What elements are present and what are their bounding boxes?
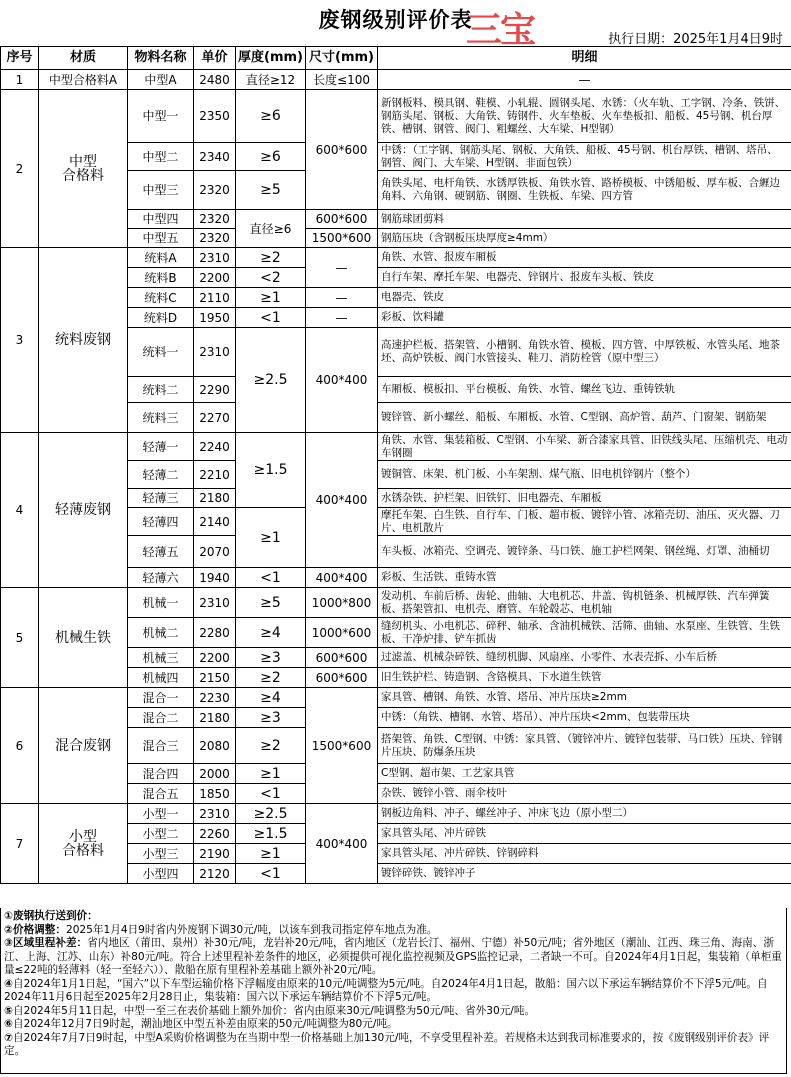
price-cell: 1950: [194, 308, 236, 328]
detail-cell: 电器壳、铁皮: [378, 288, 791, 308]
price-cell: 2210: [194, 461, 236, 489]
thickness-cell: ≥1: [236, 764, 306, 784]
detail-cell: 过滤盖、机械杂碎铁、缝纫机脚、风扇座、小零件、水表壳拆、小车后桥: [378, 648, 791, 668]
note-item: [4, 1005, 783, 1019]
note-lead: ③区域里程补差：: [4, 937, 88, 949]
note-item: [4, 924, 783, 938]
size-cell: 600*600: [306, 90, 378, 210]
note-text: 自2024年12月7日9时起，潮汕地区中型五补差由原来的50元/吨调整为80元/吨。: [12, 1018, 398, 1030]
item-name: 混合三: [128, 728, 194, 764]
size-cell: 400*400: [306, 328, 378, 433]
note-lead: ⑦: [4, 1031, 13, 1044]
price-cell: 2310: [194, 804, 236, 824]
table-row: [1, 433, 791, 461]
item-name: 轻薄二: [128, 461, 194, 489]
detail-cell: 镀锌管、新小螺丝、船板、车厢板、水管、C型钢、高炉管、葫芦、门窗架、钢筋架: [378, 403, 791, 433]
item-name: 机械二: [128, 618, 194, 648]
detail-cell: 家具管、槽钢、角铁、水管、塔吊、冲片压块≥2mm: [378, 688, 791, 708]
material-cell: 轻薄废钢: [39, 433, 128, 588]
thickness-cell: ≥1: [236, 288, 306, 308]
note-lead: ④: [4, 977, 13, 990]
size-cell: 400*400: [306, 568, 378, 588]
detail-cell: 摩托车架、白生铁、自行车、门板、超市板、镀锌小管、冰箱壳切、油压、灭火器、刀片、电机散片: [378, 508, 791, 536]
item-name: 小型四: [128, 864, 194, 884]
note-item: [4, 1032, 783, 1059]
price-cell: 1940: [194, 568, 236, 588]
price-cell: 2120: [194, 864, 236, 884]
thickness-cell: ≥1: [236, 844, 306, 864]
material-cell: 混合废钢: [39, 688, 128, 804]
item-name: 统料C: [128, 288, 194, 308]
detail-cell: 中锈：（工字钢、钢筋头尾、钢板、大角铁、船板、45号钢、机台厚铁、槽钢、塔吊、钢管、阀门、大车梁、H型钢、非面包铁）: [378, 143, 791, 171]
col-material-header: 材质: [39, 47, 128, 70]
item-name: 机械三: [128, 648, 194, 668]
price-cell: 2140: [194, 508, 236, 536]
size-cell: —: [306, 288, 378, 308]
note-text: 自2024年5月11日起，中型一至三在表价基础上额外加价：省内由原来30元/吨调整为50元/吨、省外30元/吨。: [12, 1004, 536, 1017]
material-cell: 中型合格料A: [39, 70, 128, 90]
price-cell: 2310: [194, 588, 236, 618]
detail-cell: 镀铜管、床架、机门板、小车架割、煤气瓶、旧电机锌钢片（整个）: [378, 461, 791, 489]
detail-cell: 车头板、冰箱壳、空调壳、镀锌条、马口铁、施工护栏网架、钢丝绳、灯罩、油桶切: [378, 536, 791, 568]
thickness-cell: ≥2: [236, 248, 306, 268]
table-row: [1, 588, 791, 618]
item-name: 小型二: [128, 824, 194, 844]
item-name: 中型一: [128, 90, 194, 143]
detail-cell: 车厢板、模板扣、平台模板、角铁、水管、螺丝飞边、重铸铁轨: [378, 377, 791, 403]
thickness-cell: ≥1.5: [236, 433, 306, 508]
note-item: [4, 937, 783, 978]
item-name: 混合一: [128, 688, 194, 708]
sheet-title: 废钢级别评价表: [318, 8, 473, 32]
price-cell: 1850: [194, 784, 236, 804]
item-name: 混合四: [128, 764, 194, 784]
table-row: [1, 248, 791, 268]
size-cell: 1000*600: [306, 618, 378, 648]
item-name: 中型四: [128, 210, 194, 229]
note-item: [4, 1018, 783, 1032]
detail-cell: 家具管头尾、冲片碎铁、锌钢碎料: [378, 844, 791, 864]
item-name: 轻薄五: [128, 536, 194, 568]
price-cell: 2230: [194, 688, 236, 708]
item-name: 统料一: [128, 328, 194, 377]
item-name: 统料A: [128, 248, 194, 268]
notes-section: [0, 908, 787, 1074]
thickness-cell: ≥4: [236, 618, 306, 648]
price-cell: 2340: [194, 143, 236, 171]
material-cell: 小型 合格料: [39, 804, 128, 884]
size-cell: 600*600: [306, 210, 378, 229]
material-cell: 机械生铁: [39, 588, 128, 688]
note-item: [4, 978, 783, 1005]
price-cell: 2270: [194, 403, 236, 433]
price-cell: 2180: [194, 708, 236, 728]
item-name: 轻薄一: [128, 433, 194, 461]
detail-cell: 杂铁、镀锌小管、雨伞枝叶: [378, 784, 791, 804]
thickness-cell: ≥5: [236, 588, 306, 618]
detail-cell: 角铁、水管、报废车厢板: [378, 248, 791, 268]
note-lead: ②价格调整：: [4, 923, 66, 936]
detail-cell: 水锈杂铁、护栏架、旧铁钉、旧电器壳、车厢板: [378, 489, 791, 508]
detail-cell: 搭架管、角铁、C型钢、中锈：家具管、（镀锌冲片、镀锌包装带、马口铁）压块、锌钢片压块、防爆条压块: [378, 728, 791, 764]
price-cell: 2280: [194, 618, 236, 648]
thickness-cell: ≥2: [236, 668, 306, 688]
thickness-cell: ≥6: [236, 143, 306, 171]
row-number: 1: [1, 70, 39, 90]
thickness-cell: ≥2.5: [236, 328, 306, 433]
note-item: [4, 910, 783, 924]
price-cell: 2070: [194, 536, 236, 568]
row-number: 3: [1, 248, 39, 433]
detail-cell: 家具管头尾、冲片碎铁: [378, 824, 791, 844]
thickness-cell: <1: [236, 784, 306, 804]
execution-date: 执行日期：2025年1月4日9时: [608, 32, 783, 47]
price-cell: 2320: [194, 210, 236, 229]
price-cell: 2350: [194, 90, 236, 143]
price-cell: 2290: [194, 377, 236, 403]
table-row: [1, 70, 791, 90]
detail-cell: 钢筋压块（含钢板压块厚度≥4mm）: [378, 229, 791, 248]
item-name: 混合二: [128, 708, 194, 728]
item-name: 机械一: [128, 588, 194, 618]
item-name: 统料D: [128, 308, 194, 328]
price-cell: 2180: [194, 489, 236, 508]
detail-cell: 镀锌碎铁、镀锌冲子: [378, 864, 791, 884]
price-cell: 2310: [194, 248, 236, 268]
table-row: [1, 90, 791, 143]
note-lead: ⑥: [4, 1018, 13, 1030]
detail-cell: 发动机、车前后桥、齿轮、曲轴、大电机芯、井盖、钩机链条、机械厚铁、汽车弹簧板、搭架管扣、电机壳、磨管、车轮毂芯、电机轴: [378, 588, 791, 618]
price-cell: 2110: [194, 288, 236, 308]
size-cell: 长度≤100: [306, 70, 378, 90]
item-name: 小型三: [128, 844, 194, 864]
detail-cell: 彩板、生活铁、重铸水管: [378, 568, 791, 588]
row-number: 7: [1, 804, 39, 884]
size-cell: 600*600: [306, 668, 378, 688]
grade-table: [0, 46, 791, 884]
detail-cell: 自行车架、摩托车架、电器壳、锌钢片、报废车头板、铁皮: [378, 268, 791, 288]
price-cell: 2260: [194, 824, 236, 844]
row-number: 2: [1, 90, 39, 248]
material-cell: 统料废钢: [39, 248, 128, 433]
item-name: 轻薄六: [128, 568, 194, 588]
item-name: 混合五: [128, 784, 194, 804]
thickness-cell: <1: [236, 308, 306, 328]
price-cell: 2200: [194, 268, 236, 288]
thickness-cell: ≥6: [236, 90, 306, 143]
row-number: 6: [1, 688, 39, 804]
price-cell: 2480: [194, 70, 236, 90]
price-cell: 2200: [194, 648, 236, 668]
price-cell: 2000: [194, 764, 236, 784]
detail-cell: 中锈：（角铁、槽钢、水管、塔吊）、冲片压块<2mm、包装带压块: [378, 708, 791, 728]
item-name: 机械四: [128, 668, 194, 688]
thickness-cell: <1: [236, 568, 306, 588]
material-cell: 中型 合格料: [39, 90, 128, 248]
thickness-cell: ≥2.5: [236, 804, 306, 824]
thickness-cell: 直径≥12: [236, 70, 306, 90]
price-cell: 2190: [194, 844, 236, 864]
size-cell: 400*400: [306, 804, 378, 884]
brand-logo: 三宝: [466, 10, 535, 51]
item-name: 统料二: [128, 377, 194, 403]
col-size-header: 尺寸(mm): [306, 47, 378, 70]
col-no-header: 序号: [1, 47, 39, 70]
note-text: 省内地区（莆田、泉州）补30元/吨，龙岩补20元/吨，省内地区（龙岩长汀、福州、宁德）补50元/吨；省外地区（潮汕、江西、珠三角、海南、浙江、上海、江苏、山东）补80元/吨。符合上述里程补差条件的地区，必须提供可视化监控视频及GPS监控记录，二者缺一不可。自2024年4月1日起，集装箱（单柜重量≤22吨的轻薄料（轻一至轻六））、散船在原有里程补差基础上额外补20元/吨。: [4, 937, 782, 976]
thickness-cell: ≥3: [236, 708, 306, 728]
price-cell: 2240: [194, 433, 236, 461]
size-cell: 400*400: [306, 433, 378, 568]
size-cell: 1000*800: [306, 588, 378, 618]
price-cell: 2310: [194, 328, 236, 377]
note-lead: ①废钢执行送到价：: [4, 910, 98, 922]
item-name: 轻薄四: [128, 508, 194, 536]
item-name: 中型二: [128, 143, 194, 171]
detail-cell: 角铁、水管、集装箱板、C型钢、小车梁、新合漆家具管、旧铁线头尾、压缩机壳、电动车钢圈: [378, 433, 791, 461]
note-lead: ⑤: [4, 1004, 13, 1017]
thickness-cell: 直径≥6: [236, 210, 306, 248]
col-price-header: 单价: [194, 47, 236, 70]
item-name: 统料B: [128, 268, 194, 288]
item-name: 中型三: [128, 171, 194, 210]
detail-cell: 旧生铁护栏、铸造钢、含铬模具、下水道生铁管: [378, 668, 791, 688]
detail-cell: 钢筋球团剪料: [378, 210, 791, 229]
size-cell: 600*600: [306, 648, 378, 668]
row-number: 4: [1, 433, 39, 588]
row-number: 5: [1, 588, 39, 688]
sheet-header: [0, 0, 791, 51]
table-row: [1, 688, 791, 708]
thickness-cell: <2: [236, 268, 306, 288]
thickness-cell: ≥5: [236, 171, 306, 210]
price-cell: 2080: [194, 728, 236, 764]
item-name: 中型A: [128, 70, 194, 90]
size-cell: 1500*600: [306, 229, 378, 248]
size-cell: 1500*600: [306, 688, 378, 804]
detail-cell: 新钢板料、模具钢、鞋模、小轧辊、圆钢头尾、水锈：（火车轨、工字钢、冷条、铁饼、钢筋头尾、钢板、大角铁、铸钢件、火车垫板、火车垫板扣、船板、45号钢、机台厚铁、槽钢、钢管、阀门、粗螺丝、大车梁、H型钢）: [378, 90, 791, 143]
table-row: [1, 804, 791, 824]
thickness-cell: <1: [236, 864, 306, 884]
size-cell: —: [306, 248, 378, 288]
price-cell: 2320: [194, 229, 236, 248]
note-text: 2025年1月4日9时省内外废钢下调30元/吨，以该车到我司指定停车地点为准。: [65, 923, 438, 936]
detail-cell: 缝纫机头、小电机芯、碎秤、轴承、含油机械铁、活筛、曲轴、水泵座、生铁管、生铁板、干净炉排、铲车抓齿: [378, 618, 791, 648]
item-name: 轻薄三: [128, 489, 194, 508]
detail-cell: 钢板边角料、冲子、螺丝冲子、冲床飞边（原小型二）: [378, 804, 791, 824]
detail-cell: 高速护栏板、搭架管、小槽钢、角铁水管、模板、四方管、中厚铁板、水管头尾、地茶坯、高炉铁板、阀门水管接头、鞋刀、消防栓管（原中型三）: [378, 328, 791, 377]
detail-cell: —: [378, 70, 791, 90]
thickness-cell: ≥4: [236, 688, 306, 708]
price-cell: 2150: [194, 668, 236, 688]
col-item-header: 物料名称: [128, 47, 194, 70]
thickness-cell: ≥3: [236, 648, 306, 668]
thickness-cell: ≥1: [236, 508, 306, 568]
thickness-cell: ≥2: [236, 728, 306, 764]
price-cell: 2320: [194, 171, 236, 210]
note-text: 自2024年7月7日9时起，中型A采购价格调整为在当期中型一价格基础上加130元/吨，不享受里程补差。若规格未达到我司标准要求的，按《废钢级别评价表》评定。: [4, 1031, 770, 1057]
note-text: 自2024年1月1日起，“国六”以下车型运输价格下浮幅度由原来的10元/吨调整为5元/吨。自2024年4月1日起，散船：国六以下承运车辆结算价不下浮5元/吨。自2024年11月6日起至2025年2月28日止，集装箱：国六以下承运车辆结算价不下浮5元/吨。: [4, 977, 768, 1003]
thickness-cell: ≥1.5: [236, 824, 306, 844]
item-name: 小型一: [128, 804, 194, 824]
detail-cell: 角铁头尾、电杆角铁、水锈厚铁板、角铁水管、路桥模板、中锈船板、厚车板、合緾边角料、六角钢、硬钢筋、钢圈、生铁板、车梁、四方管: [378, 171, 791, 210]
detail-cell: 彩板、饮料罐: [378, 308, 791, 328]
size-cell: —: [306, 308, 378, 328]
item-name: 中型五: [128, 229, 194, 248]
col-thickness-header: 厚度(mm): [236, 47, 306, 70]
col-detail-header: 明细: [378, 47, 791, 70]
detail-cell: C型钢、超市架、工艺家具管: [378, 764, 791, 784]
table-header-row: [1, 47, 791, 70]
item-name: 统料三: [128, 403, 194, 433]
